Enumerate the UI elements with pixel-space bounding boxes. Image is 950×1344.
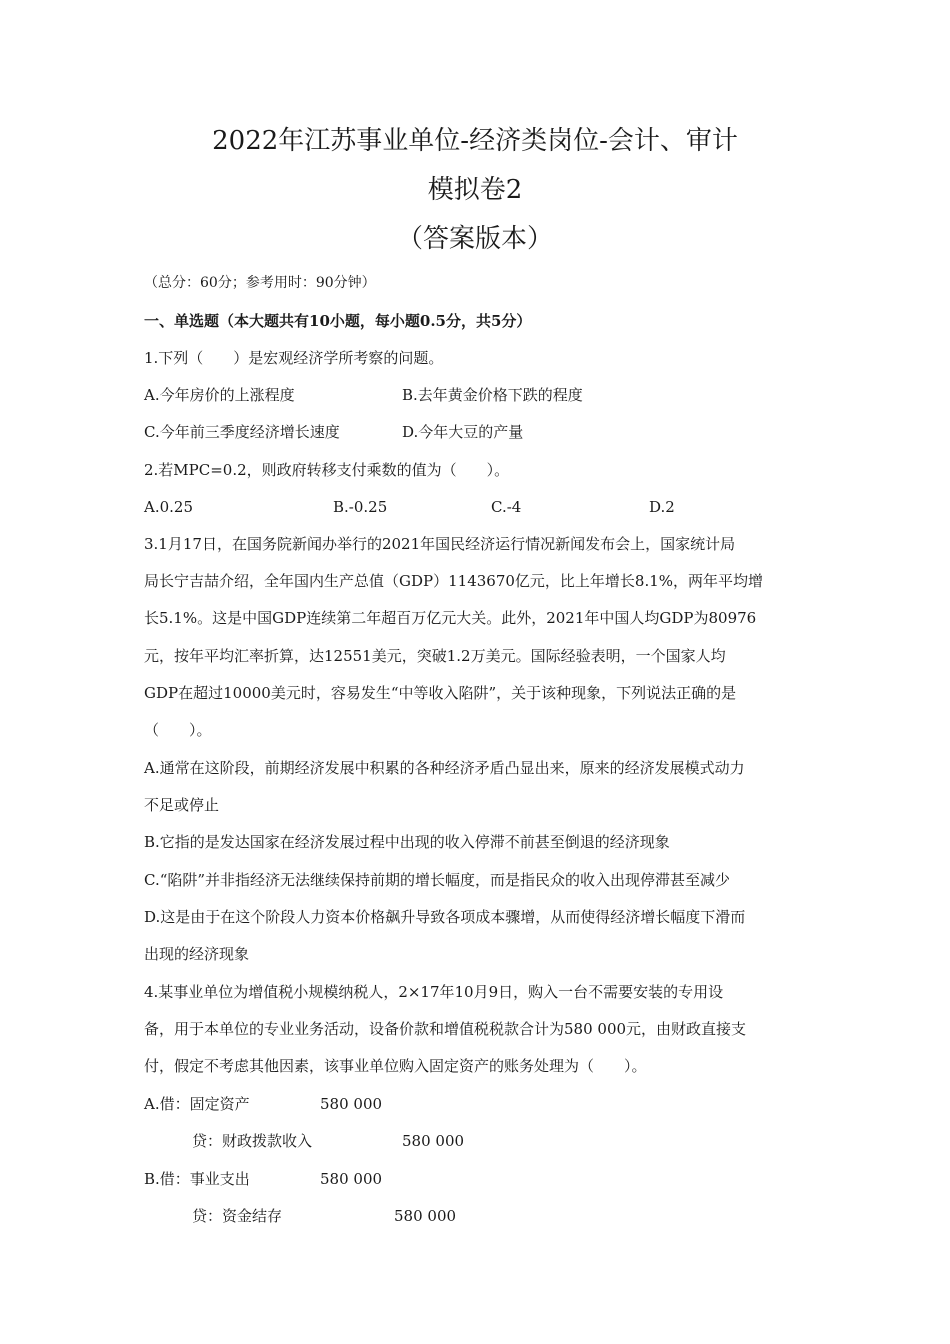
- question-1-stem: 1.下列（ ）是宏观经济学所考察的问题。: [144, 349, 444, 367]
- exam-info: （总分：60分；参考用时：90分钟）: [144, 275, 376, 291]
- document-version: （答案版本）: [396, 224, 553, 254]
- question-2-option-b: B.-0.25: [333, 498, 388, 516]
- question-1-option-c: C.今年前三季度经济增长速度: [144, 423, 340, 441]
- document-title: 2022年江苏事业单位-经济类岗位-会计、审计: [212, 126, 738, 156]
- question-4-option-b-credit: 贷：资金结存: [192, 1207, 283, 1225]
- question-3-stem-line: 元，按年平均汇率折算，达12551美元，突破1.2万美元。国际经验表明，一个国家人均: [144, 647, 726, 665]
- document-subtitle: 模拟卷2: [427, 175, 523, 205]
- question-4-option-b-debit: B.借：事业支出: [144, 1170, 250, 1188]
- question-4-option-a-credit-amount: 580 000: [402, 1132, 465, 1150]
- question-3-option-a: A.通常在这阶段，前期经济发展中积累的各种经济矛盾凸显出来，原来的经济发展模式动力: [144, 759, 745, 777]
- question-3-stem-line: 3.1月17日，在国务院新闻办举行的2021年国民经济运行情况新闻发布会上，国家统计局: [144, 535, 736, 553]
- question-1-option-d: D.今年大豆的产量: [402, 423, 524, 441]
- question-4-stem-line: 4.某事业单位为增值税小规模纳税人，2×17年10月9日，购入一台不需要安装的专用设: [144, 983, 724, 1001]
- question-2-option-a: A.0.25: [144, 498, 193, 516]
- question-4-option-a-debit-amount: 580 000: [320, 1095, 383, 1113]
- question-2-option-c: C.-4: [491, 498, 522, 516]
- question-3-option-b: B.它指的是发达国家在经济发展过程中出现的收入停滞不前甚至倒退的经济现象: [144, 833, 670, 851]
- question-4-option-b-debit-amount: 580 000: [320, 1170, 383, 1188]
- question-3-option-a-cont: 不足或停止: [144, 796, 220, 814]
- question-3-stem-line: 局长宁吉喆介绍，全年国内生产总值（GDP）1143670亿元，比上年增长8.1%，两年平均增: [144, 572, 764, 590]
- question-2-option-d: D.2: [649, 498, 675, 516]
- question-2-stem: 2.若MPC=0.2，则政府转移支付乘数的值为（ ）。: [144, 461, 510, 479]
- question-3-stem-line: GDP在超过10000美元时，容易发生“中等收入陷阱”，关于该种现象，下列说法正确的是: [144, 684, 737, 702]
- question-1-option-a: A.今年房价的上涨程度: [144, 386, 295, 404]
- question-3-option-d-cont: 出现的经济现象: [144, 945, 250, 963]
- question-1-option-b: B.去年黄金价格下跌的程度: [402, 386, 583, 404]
- question-4-option-a-debit: A.借：固定资产: [144, 1095, 250, 1113]
- question-3-stem-line: 长5.1%。这是中国GDP连续第二年超百万亿元大关。此外，2021年中国人均GDP为80976: [144, 609, 757, 627]
- question-3-stem-line: （ ）。: [144, 721, 212, 739]
- question-4-option-b-credit-amount: 580 000: [394, 1207, 457, 1225]
- question-4-option-a-credit: 贷：财政拨款收入: [192, 1132, 313, 1150]
- section-heading: 一、单选题（本大题共有10小题，每小题0.5分，共5分）: [144, 312, 532, 330]
- question-4-stem-line: 备，用于本单位的专业业务活动，设备价款和增值税税款合计为580 000元，由财政直接支: [144, 1020, 747, 1038]
- question-4-stem-line: 付，假定不考虑其他因素，该事业单位购入固定资产的账务处理为（ ）。: [144, 1057, 647, 1075]
- question-3-option-c: C.“陷阱”并非指经济无法继续保持前期的增长幅度，而是指民众的收入出现停滞甚至减少: [144, 871, 731, 889]
- question-3-option-d: D.这是由于在这个阶段人力资本价格飙升导致各项成本骤增，从而使得经济增长幅度下滑而: [144, 908, 746, 926]
